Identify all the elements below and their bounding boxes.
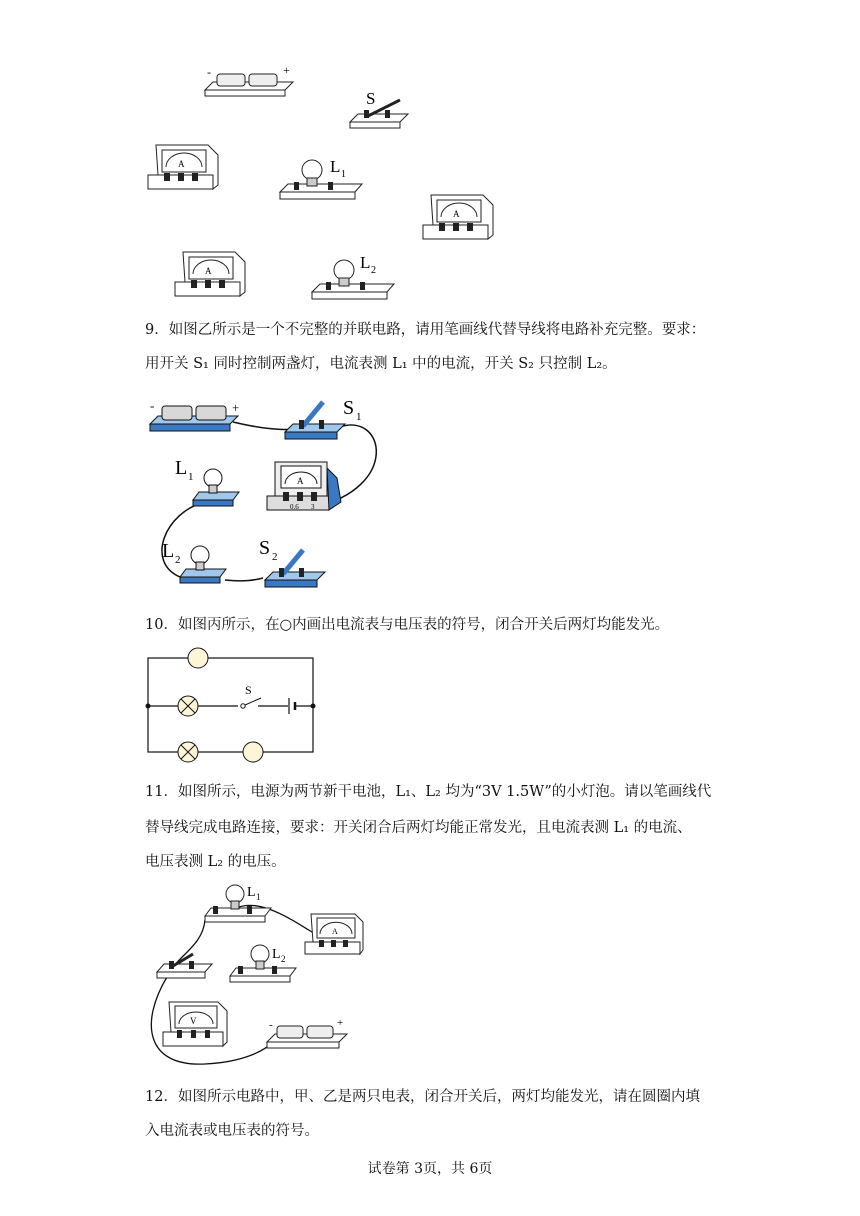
ammeter-1 — [148, 145, 218, 189]
question-12-line-1: 12．如图所示电路中，甲、乙是两只电表，闭合开关后，两灯均能发光，请在圆圈内填 — [145, 1089, 700, 1105]
lamp-l2 — [312, 253, 394, 299]
lamp-symbol-bottom — [178, 742, 198, 762]
lamp-l2-label: L — [162, 540, 175, 562]
ammeter-3-symbol: A — [205, 266, 212, 276]
lamp-l1 — [175, 457, 239, 506]
question-10-line-1: 10．如图丙所示，在○内画出电流表与电压表的符号，闭合开关后两灯均能发光。 — [145, 617, 670, 633]
voltmeter — [163, 1002, 227, 1046]
switch — [157, 954, 212, 978]
ammeter-2-symbol: A — [453, 209, 460, 219]
switch-label: S — [245, 683, 252, 697]
lamp-l2-label: L — [272, 947, 281, 962]
question-11-line-2: 替导线完成电路连接，要求：开关闭合后两灯均能正常发光，且电流表测 L₁ 的电流、 — [145, 820, 692, 836]
lamp-l2 — [162, 540, 226, 583]
lamp-l2-sub: 2 — [175, 554, 181, 566]
ammeter-scale-06: 0.6 — [290, 503, 299, 511]
voltmeter-symbol: V — [190, 1016, 197, 1026]
ammeter-3 — [175, 252, 245, 296]
lamp-l1-label: L — [175, 457, 188, 479]
switch-s1 — [285, 397, 362, 439]
plus-sign: + — [337, 1017, 344, 1029]
lamp-l1-sub: 1 — [188, 471, 194, 483]
ammeter-1-symbol: A — [178, 159, 185, 169]
switch-s — [350, 89, 408, 128]
plus-sign: + — [232, 400, 240, 415]
battery-holder — [150, 398, 239, 431]
question-11-line-3: 电压表测 L₂ 的电压。 — [145, 854, 286, 870]
lamp-l1-sub: 1 — [256, 892, 261, 902]
question-12-line-2: 入电流表或电压表的符号。 — [145, 1123, 319, 1139]
lamp-l1 — [205, 885, 271, 922]
battery-holder — [205, 63, 293, 96]
lamp-l1-sub: 1 — [341, 169, 346, 180]
meter-circle-top[interactable] — [188, 648, 208, 668]
page-footer: 试卷第 3页，共 6页 — [367, 1161, 493, 1177]
lamp-symbol-middle — [178, 696, 198, 716]
minus-sign: - — [150, 398, 155, 413]
switch-symbol — [238, 683, 261, 710]
lamp-l1-label: L — [330, 157, 341, 176]
figure-q11-components — [145, 882, 365, 1072]
question-9-line-1: 9．如图乙所示是一个不完整的并联电路，请用笔画线代替导线将电路补充完整。要求： — [145, 322, 706, 338]
battery-symbol — [288, 696, 296, 716]
switch-s1-label: S — [343, 397, 355, 419]
switch-s2-sub: 2 — [272, 551, 278, 563]
ammeter-2 — [423, 195, 493, 239]
figure-top-components — [140, 60, 500, 310]
figure-bing-schematic — [145, 648, 320, 758]
ammeter — [267, 462, 341, 511]
switch-s1-sub: 1 — [356, 411, 362, 423]
minus-sign: - — [207, 65, 211, 79]
switch-s2-label: S — [259, 537, 271, 559]
ammeter — [305, 914, 363, 954]
figure-yi-parallel-circuit — [145, 392, 390, 597]
ammeter-symbol: A — [332, 927, 338, 936]
question-9-line-2: 用开关 S₁ 同时控制两盏灯，电流表测 L₁ 中的电流，开关 S₂ 只控制 L₂。 — [145, 356, 617, 372]
lamp-l1-label: L — [247, 885, 256, 900]
ammeter-symbol: A — [297, 476, 304, 486]
lamp-l2-sub: 2 — [281, 954, 286, 964]
plus-sign: + — [283, 63, 290, 77]
lamp-l2-sub: 2 — [371, 265, 376, 276]
lamp-l1 — [280, 157, 362, 199]
lamp-l2-label: L — [360, 253, 371, 272]
switch-s2 — [259, 537, 325, 587]
minus-sign: - — [269, 1019, 273, 1031]
meter-circle-bottom[interactable] — [243, 742, 263, 762]
lamp-l2 — [230, 945, 296, 982]
ammeter-scale-3: 3 — [311, 503, 315, 511]
battery-holder — [267, 1017, 347, 1048]
question-11-line-1: 11．如图所示，电源为两节新干电池，L₁、L₂ 均为“3V 1.5W”的小灯泡。请以笔画线代 — [145, 784, 712, 800]
switch-s-label: S — [366, 89, 376, 108]
